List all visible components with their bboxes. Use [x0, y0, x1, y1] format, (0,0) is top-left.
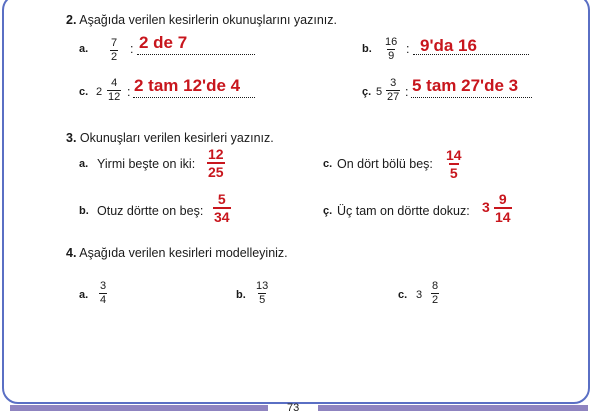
q2b-fraction — [384, 37, 398, 62]
q4-text: Aşağıda verilen kesirleri modelleyiniz. — [79, 246, 288, 260]
q2b-denominator: 9 — [388, 50, 395, 62]
q3a-prompt: Yirmi beşte on iki: — [97, 157, 196, 171]
q4b-fraction — [255, 281, 269, 306]
q2a-denominator: 2 — [111, 51, 118, 63]
q3b-answer-denominator: 34 — [214, 209, 230, 225]
q4a-fraction — [99, 281, 107, 306]
footer-bar-left — [10, 405, 268, 411]
q2b-label: b. — [362, 43, 372, 55]
q2a-label: a. — [79, 43, 89, 55]
q3c-label: c. — [323, 158, 333, 170]
q3-heading — [66, 131, 274, 145]
q2-text: Aşağıda verilen kesirlerin okunuşlarını yazınız. — [79, 13, 337, 27]
q2a-numerator: 7 — [111, 37, 118, 49]
q2d-answer: 5 tam 27'de 3 — [412, 76, 519, 95]
q3c-answer-numerator: 14 — [446, 147, 462, 163]
q2-number: 2. — [66, 13, 77, 27]
q3d-answer-numerator: 9 — [498, 191, 507, 207]
q3b-answer-numerator: 5 — [217, 191, 226, 207]
q3b-prompt: Otuz dörtte on beş: — [97, 204, 204, 218]
q4a-label: a. — [79, 289, 89, 301]
q4-number: 4. — [66, 246, 77, 260]
q2d-answer-line — [411, 97, 532, 98]
q2d-label: ç. — [362, 86, 372, 98]
q3a-answer-denominator: 25 — [208, 164, 224, 180]
q3d-label: ç. — [323, 205, 333, 217]
q2b-numerator: 16 — [385, 36, 398, 48]
q3a-answer-fraction — [207, 147, 225, 179]
q3b-label: b. — [79, 205, 89, 217]
q4a-numerator: 3 — [100, 280, 107, 292]
q3c-prompt: On dört bölü beş: — [337, 157, 433, 171]
q3c-answer-fraction — [445, 148, 463, 180]
q2d-fraction — [386, 78, 400, 103]
q2c-whole: 2 — [96, 86, 103, 98]
footer-bar-right — [318, 405, 588, 411]
q4-heading — [66, 246, 288, 260]
q3-number: 3. — [66, 131, 77, 145]
q3b-answer-fraction — [213, 192, 231, 224]
q4c-fraction — [431, 281, 439, 306]
q2c-denominator: 12 — [108, 91, 121, 103]
q2b-colon: : — [406, 42, 410, 56]
q2c-numerator: 4 — [111, 77, 118, 89]
page-number: 73 — [287, 402, 300, 414]
q4b-label: b. — [236, 289, 246, 301]
q2c-answer: 2 tam 12'de 4 — [134, 76, 241, 95]
q2c-fraction — [107, 78, 121, 103]
q2a-colon: : — [130, 42, 134, 56]
q4b-denominator: 5 — [259, 294, 266, 306]
q2c-answer-line — [133, 97, 255, 98]
q2a-fraction — [110, 38, 118, 63]
q3d-prompt: Üç tam on dörtte dokuz: — [337, 204, 470, 218]
q2d-denominator: 27 — [387, 91, 400, 103]
q2c-label: c. — [79, 86, 89, 98]
q4c-whole: 3 — [416, 289, 423, 301]
q4c-label: c. — [398, 289, 408, 301]
q3-text: Okunuşları verilen kesirleri yazınız. — [79, 131, 274, 145]
q2b-answer: 9'da 16 — [420, 36, 477, 55]
q3d-answer-fraction — [494, 192, 512, 224]
q3a-label: a. — [79, 158, 89, 170]
q4c-denominator: 2 — [432, 294, 439, 306]
q2d-colon: : — [405, 85, 409, 99]
q2a-answer: 2 de 7 — [139, 33, 188, 52]
q2d-numerator: 3 — [390, 77, 397, 89]
q3d-answer-whole: 3 — [482, 199, 490, 215]
q4c-numerator: 8 — [432, 280, 439, 292]
q2-heading — [66, 13, 337, 27]
q3a-answer-numerator: 12 — [208, 146, 224, 162]
q4b-numerator: 13 — [256, 280, 269, 292]
q2a-answer-line — [137, 54, 255, 55]
q2c-colon: : — [127, 85, 131, 99]
q2d-whole: 5 — [376, 86, 383, 98]
q3c-answer-denominator: 5 — [449, 165, 458, 181]
q3d-answer-denominator: 14 — [495, 209, 511, 225]
q4a-denominator: 4 — [100, 294, 107, 306]
